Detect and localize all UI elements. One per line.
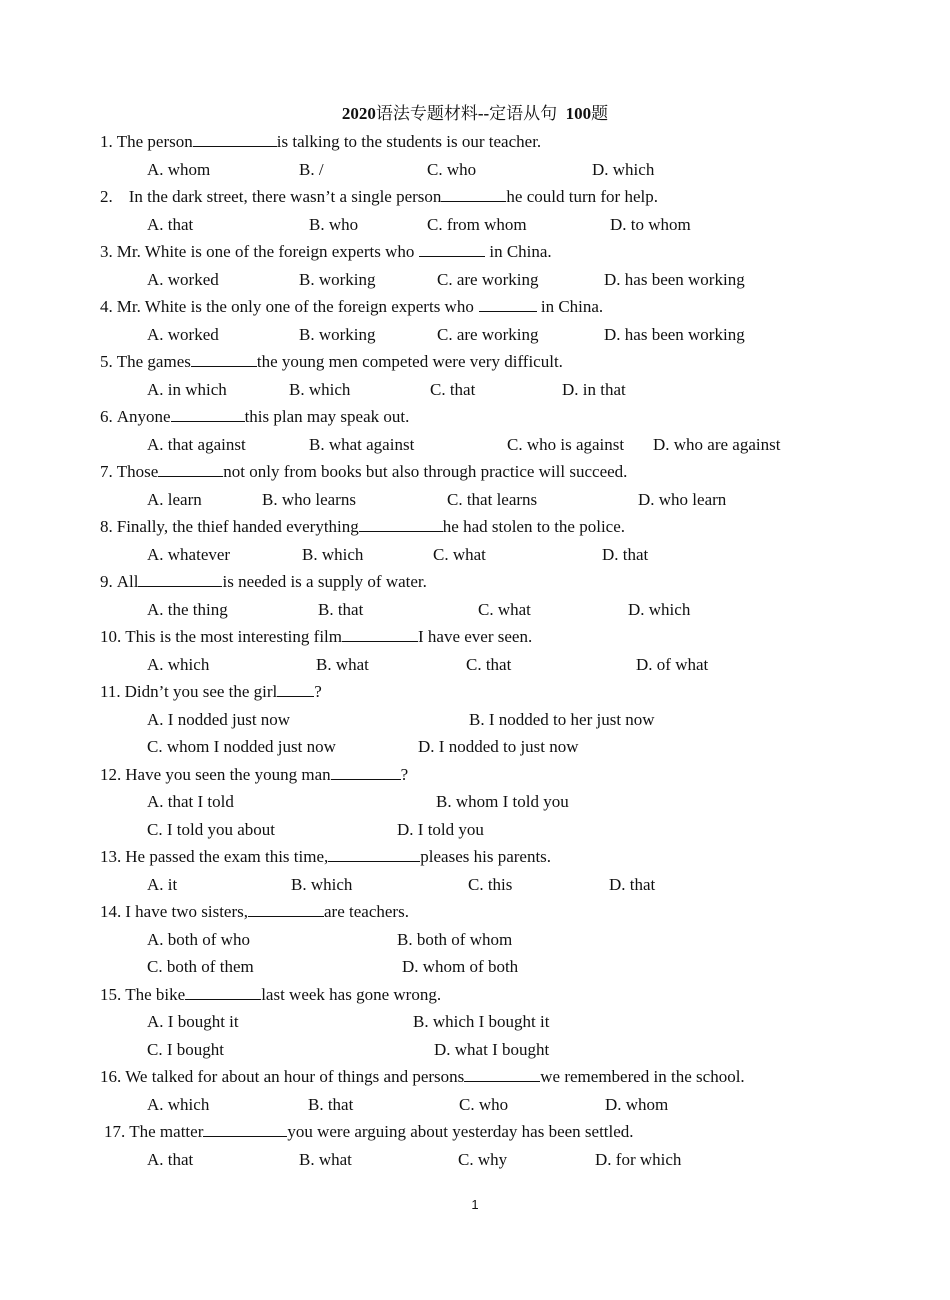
question-text-after-blank: not only from books but also through practice will succeed. <box>223 462 628 481</box>
answer-option-c[interactable]: C. that <box>430 380 476 399</box>
answer-option-b[interactable]: B. working <box>299 270 376 289</box>
answer-option-c[interactable]: C. why <box>458 1150 508 1169</box>
answer-option-a[interactable]: A. the thing <box>147 600 228 619</box>
answer-option-b[interactable]: B. that <box>308 1095 354 1114</box>
question-11 <box>100 680 322 704</box>
answer-option-d[interactable]: D. in that <box>562 380 626 399</box>
question-5 <box>100 350 563 374</box>
answer-blank[interactable] <box>359 515 443 532</box>
question-number: 9. <box>100 572 113 591</box>
answer-option-d[interactable]: D. what I bought <box>434 1040 550 1059</box>
question-text-after-blank: we remembered in the school. <box>540 1067 745 1086</box>
answer-option-b[interactable]: B. what <box>299 1150 352 1169</box>
answer-option-a[interactable]: A. which <box>147 655 210 674</box>
answer-option-d[interactable]: D. has been working <box>604 270 745 289</box>
answer-option-c[interactable]: C. I bought <box>147 1040 224 1059</box>
answer-option-d[interactable]: D. which <box>592 160 655 179</box>
answer-option-b[interactable]: B. what against <box>309 435 415 454</box>
answer-option-a[interactable]: A. that against <box>147 435 246 454</box>
question-text-before-blank: Those <box>116 462 159 481</box>
answer-option-b[interactable]: B. which <box>291 875 353 894</box>
question-number: 1. <box>100 132 113 151</box>
question-number: 12. <box>100 765 122 784</box>
answer-option-c[interactable]: C. this <box>468 875 513 894</box>
question-text-before-blank: Finally, the thief handed everything <box>116 517 359 536</box>
answer-option-d[interactable]: D. whom <box>605 1095 669 1114</box>
question-text-after-blank: in China. <box>489 242 552 261</box>
question-number: 15. <box>100 985 122 1004</box>
question-number: 2. <box>100 187 113 206</box>
question-text-after-blank: are teachers. <box>324 902 409 921</box>
question-text-after-blank: in China. <box>540 297 604 316</box>
question-number: 16. <box>100 1067 122 1086</box>
question-2 <box>100 185 658 209</box>
answer-option-d[interactable]: D. I told you <box>397 820 484 839</box>
answer-option-d[interactable]: D. whom of both <box>402 957 519 976</box>
question-10 <box>100 625 532 649</box>
answer-option-c[interactable]: C. what <box>478 600 531 619</box>
answer-option-c[interactable]: C. are working <box>437 270 539 289</box>
answer-option-c[interactable]: C. whom I nodded just now <box>147 737 336 756</box>
question-number: 11. <box>100 682 121 701</box>
page-title <box>0 102 950 126</box>
answer-option-c[interactable]: C. from whom <box>427 215 527 234</box>
question-13 <box>100 845 551 869</box>
answer-option-b[interactable]: B. who learns <box>262 490 356 509</box>
question-text-after-blank: ? <box>314 682 322 701</box>
answer-option-b[interactable]: B. that <box>318 600 364 619</box>
answer-option-d[interactable]: D. has been working <box>604 325 745 344</box>
question-text-before-blank: The person <box>116 132 193 151</box>
page-number: 1 <box>471 1197 479 1212</box>
answer-option-d[interactable]: D. which <box>628 600 691 619</box>
question-12 <box>100 763 408 787</box>
question-number: 6. <box>100 407 113 426</box>
question-number: 5. <box>100 352 113 371</box>
answer-blank[interactable] <box>479 295 537 312</box>
question-16 <box>100 1065 745 1089</box>
answer-blank[interactable] <box>277 680 314 697</box>
answer-option-c[interactable]: C. that learns <box>447 490 538 509</box>
answer-option-b[interactable]: B. which <box>302 545 364 564</box>
question-text-before-blank: Mr. White is one of the foreign experts who <box>116 242 415 261</box>
answer-blank[interactable] <box>441 185 506 202</box>
answer-blank[interactable] <box>203 1120 287 1137</box>
title-cn2: 定语从句 <box>489 104 558 123</box>
question-text-before-blank: In the dark street, there wasn’t a single person <box>128 187 442 206</box>
answer-blank[interactable] <box>171 405 245 422</box>
answer-option-d[interactable]: D. that <box>609 875 656 894</box>
question-text-after-blank: he could turn for help. <box>506 187 658 206</box>
answer-option-a[interactable]: A. both of who <box>147 930 250 949</box>
answer-option-b[interactable]: B. who <box>309 215 359 234</box>
question-8 <box>100 515 625 539</box>
question-6 <box>100 405 409 429</box>
answer-option-b[interactable]: B. / <box>299 160 324 179</box>
answer-option-d[interactable]: D. to whom <box>610 215 691 234</box>
question-number: 7. <box>100 462 113 481</box>
question-number: 4. <box>100 297 113 316</box>
answer-option-b[interactable]: B. I nodded to her just now <box>469 710 655 729</box>
title-cn3: 题 <box>591 104 609 123</box>
title-year: 2020 <box>341 104 376 123</box>
question-text-after-blank: you were arguing about yesterday has been settled. <box>287 1122 634 1141</box>
question-text-before-blank: Have you seen the young man <box>125 765 331 784</box>
question-number: 10. <box>100 627 122 646</box>
answer-option-c[interactable]: C. who <box>427 160 477 179</box>
question-text-before-blank: The bike <box>125 985 186 1004</box>
answer-option-d[interactable]: D. for which <box>595 1150 682 1169</box>
answer-option-c[interactable]: C. what <box>433 545 486 564</box>
answer-option-a[interactable]: A. that <box>147 215 194 234</box>
answer-option-c[interactable]: C. who is against <box>507 435 625 454</box>
answer-option-a[interactable]: A. learn <box>147 490 202 509</box>
answer-option-d[interactable]: D. who learn <box>638 490 727 509</box>
title-count: 100 <box>565 104 592 123</box>
title-dash: -- <box>477 104 490 123</box>
answer-option-b[interactable]: B. which I bought it <box>413 1012 550 1031</box>
answer-blank[interactable] <box>331 763 401 780</box>
question-text-after-blank: is talking to the students is our teacher. <box>276 132 542 151</box>
question-text-after-blank: he had stolen to the police. <box>442 517 626 536</box>
answer-option-d[interactable]: D. that <box>602 545 649 564</box>
question-number: 3. <box>100 242 113 261</box>
question-text-after-blank: the young men competed were very difficult. <box>256 352 563 371</box>
answer-option-a[interactable]: A. in which <box>147 380 227 399</box>
question-text-before-blank: The games <box>116 352 191 371</box>
answer-blank[interactable] <box>185 983 261 1000</box>
answer-option-c[interactable]: C. both of them <box>147 957 254 976</box>
answer-option-b[interactable]: B. what <box>316 655 369 674</box>
answer-option-a[interactable]: A. worked <box>147 270 219 289</box>
answer-blank[interactable] <box>464 1065 540 1082</box>
answer-blank[interactable] <box>328 845 420 862</box>
question-text-before-blank: He passed the exam this time, <box>125 847 329 866</box>
question-17 <box>104 1120 634 1144</box>
answer-option-c[interactable]: C. that <box>466 655 512 674</box>
question-text-after-blank: pleases his parents. <box>420 847 552 866</box>
answer-option-a[interactable]: A. I nodded just now <box>147 710 291 729</box>
answer-option-c[interactable]: C. I told you about <box>147 820 275 839</box>
question-text-after-blank: last week has gone wrong. <box>261 985 442 1004</box>
question-text-before-blank: The matter <box>129 1122 204 1141</box>
answer-option-b[interactable]: B. working <box>299 325 376 344</box>
answer-option-a[interactable]: A. worked <box>147 325 219 344</box>
title-cn1: 语法专题材料 <box>375 104 478 123</box>
answer-option-a[interactable]: A. I bought it <box>147 1012 239 1031</box>
answer-option-a[interactable]: A. that <box>147 1150 194 1169</box>
question-3 <box>100 240 552 264</box>
question-text-after-blank: this plan may speak out. <box>244 407 410 426</box>
question-14 <box>100 900 409 924</box>
answer-option-a[interactable]: A. whom <box>147 160 211 179</box>
question-text-before-blank: This is the most interesting film <box>125 627 342 646</box>
answer-blank[interactable] <box>342 625 418 642</box>
question-7 <box>100 460 627 484</box>
answer-blank[interactable] <box>193 130 277 147</box>
question-number: 13. <box>100 847 122 866</box>
question-text-after-blank: is needed is a supply of water. <box>222 572 427 591</box>
answer-option-a[interactable]: A. whatever <box>147 545 231 564</box>
question-text-before-blank: Anyone <box>116 407 171 426</box>
answer-option-a[interactable]: A. which <box>147 1095 210 1114</box>
question-text-before-blank: I have two sisters, <box>125 902 249 921</box>
answer-option-b[interactable]: B. both of whom <box>397 930 513 949</box>
question-9 <box>100 570 427 594</box>
answer-option-b[interactable]: B. which <box>289 380 351 399</box>
answer-option-c[interactable]: C. who <box>459 1095 509 1114</box>
question-text-after-blank: ? <box>400 765 409 784</box>
question-number: 14. <box>100 902 122 921</box>
question-15 <box>100 983 441 1007</box>
answer-option-c[interactable]: C. are working <box>437 325 539 344</box>
answer-blank[interactable] <box>248 900 324 917</box>
answer-blank[interactable] <box>138 570 222 587</box>
question-text-before-blank: Mr. White is the only one of the foreign experts who <box>116 297 474 316</box>
answer-option-d[interactable]: D. who are against <box>653 435 781 454</box>
question-1 <box>100 130 541 154</box>
answer-blank[interactable] <box>158 460 223 477</box>
question-text-after-blank: I have ever seen. <box>417 627 533 646</box>
answer-option-a[interactable]: A. it <box>147 875 178 894</box>
answer-option-a[interactable]: A. that I told <box>147 792 234 811</box>
answer-blank[interactable] <box>419 240 485 257</box>
question-4 <box>100 295 603 319</box>
question-number: 17. <box>104 1122 126 1141</box>
answer-option-d[interactable]: D. I nodded to just now <box>418 737 579 756</box>
question-number: 8. <box>100 517 113 536</box>
answer-option-b[interactable]: B. whom I told you <box>436 792 569 811</box>
answer-blank[interactable] <box>191 350 257 367</box>
question-text-before-blank: We talked for about an hour of things and persons <box>125 1067 465 1086</box>
question-text-before-blank: All <box>116 572 139 591</box>
question-text-before-blank: Didn’t you see the girl <box>124 682 278 701</box>
answer-option-d[interactable]: D. of what <box>636 655 709 674</box>
